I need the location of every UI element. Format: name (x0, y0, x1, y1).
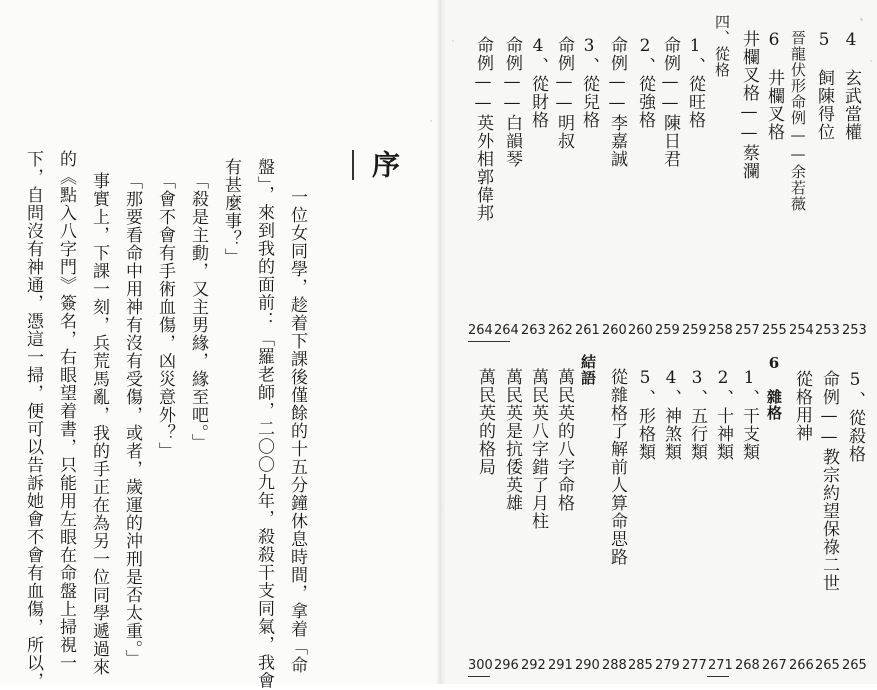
heading-rule (352, 150, 354, 180)
toc-entry[interactable]: 5、從殺格 (845, 370, 865, 463)
toc-page-number: 259 (682, 323, 707, 338)
page-numbers-upper (468, 323, 868, 341)
toc-entry[interactable]: 1、干支類 (739, 368, 759, 461)
toc-section-heading[interactable]: 結語 (579, 354, 597, 386)
toc-page-number: 254 (789, 323, 814, 338)
page-numbers-lower (468, 658, 868, 676)
toc-page-number: 268 (735, 658, 760, 673)
toc-entry[interactable]: 1、從旺格 (685, 36, 705, 129)
toc-page-number: 267 (762, 658, 787, 673)
toc-page-number: 296 (494, 658, 519, 673)
page-number-underline (707, 676, 729, 677)
toc-entry[interactable]: 5、形格類 (635, 368, 655, 461)
scan-speck (860, 18, 863, 21)
preface-heading: 序 (368, 150, 401, 178)
toc-page-number: 264 (494, 323, 519, 338)
toc-section-heading[interactable]: 6 雜格 (765, 354, 783, 421)
book-gutter (436, 0, 446, 684)
toc-entry[interactable]: 命例——陳日君 (660, 36, 680, 168)
scan-speck (845, 95, 847, 97)
toc-entry[interactable]: 命例——白韻琴 (502, 36, 522, 168)
toc-entry[interactable]: 3、從兒格 (579, 36, 599, 129)
toc-page-number: 262 (548, 323, 573, 338)
toc-entry[interactable]: 4、神煞類 (661, 368, 681, 461)
toc-entry[interactable]: 命例——英外相郭偉邦 (473, 36, 493, 222)
toc-page-number: 290 (575, 658, 600, 673)
toc-page-number: 285 (628, 658, 653, 673)
toc-page-number: 271 (708, 658, 733, 673)
toc-entry[interactable]: 晉龍伏形命例——余若薇 (789, 30, 807, 212)
toc-entry[interactable]: 命例——教宗約望保祿二世 (819, 370, 839, 592)
toc-page-number: 257 (735, 323, 760, 338)
preface-line: 事實上，下課一刻，兵荒馬亂，我的手正在為另一位同學遞過來 (89, 172, 109, 676)
preface-line: 一位女同學，趁着下課後僅餘的十五分鐘休息時間，拿着「命 (287, 188, 307, 674)
toc-entry[interactable]: 從格用神 (792, 370, 812, 442)
toc-page-number: 265 (815, 658, 840, 673)
toc-entry[interactable]: 2、十神類 (713, 368, 733, 461)
toc-entry[interactable]: 命例——李嘉誠 (607, 36, 627, 168)
preface-line: 「會不會有手術血傷，凶災意外？」 (155, 172, 175, 460)
toc-entry[interactable]: 3、五行類 (687, 368, 707, 461)
preface-line: 下，自問沒有神通，憑這一掃，便可以告訴她會不會有血傷，所以， (23, 150, 43, 690)
toc-section-heading[interactable]: 四、從格 (713, 14, 731, 78)
toc-entry[interactable]: 萬民英的八字命格 (554, 368, 574, 512)
toc-entry[interactable]: 命例——明叔 (554, 36, 574, 150)
scan-speck (430, 120, 432, 122)
toc-entry[interactable]: 萬民英是抗倭英雄 (502, 368, 522, 512)
toc-entry[interactable]: 6 井欄叉格 (764, 30, 784, 141)
page-number-underline (468, 341, 510, 342)
toc-page-number: 291 (548, 658, 573, 673)
toc-page-number: 300 (468, 658, 493, 673)
scan-speck (870, 60, 872, 62)
toc-page-number: 279 (655, 658, 680, 673)
toc-page-number: 253 (842, 323, 867, 338)
toc-entry[interactable]: 4 玄武當權 (841, 30, 861, 141)
toc-page-number: 258 (708, 323, 733, 338)
preface-line: 有甚麼事？」 (221, 158, 241, 266)
toc-page-number: 261 (575, 323, 600, 338)
toc-entry[interactable]: 萬民英的格局 (475, 368, 495, 476)
toc-page-number: 277 (682, 658, 707, 673)
toc-page-number: 265 (842, 658, 867, 673)
toc-entry[interactable]: 從雜格了解前人算命思路 (607, 368, 627, 566)
preface-line: 「那要看命中用神有沒有受傷，或者，歲運的沖刑是否太重。」 (122, 172, 142, 668)
toc-entry[interactable]: 5 飼陳得位 (814, 30, 834, 141)
toc-page-number: 292 (521, 658, 546, 673)
toc-page-number: 255 (762, 323, 787, 338)
toc-entry[interactable]: 2、從強格 (635, 36, 655, 129)
toc-entry[interactable]: 萬民英八字錯了月柱 (528, 368, 548, 530)
toc-page-number: 264 (468, 323, 493, 338)
preface-line: 的《點入八字門》簽名，右眼望着書，只能用左眼在命盤上掃視一 (56, 150, 76, 672)
toc-page-number: 253 (815, 323, 840, 338)
toc-page-number: 263 (521, 323, 546, 338)
preface-line: 「殺是主動，又主男緣，緣至吧。」 (188, 172, 208, 452)
page-number-underline (468, 676, 490, 677)
toc-entry[interactable]: 井欄叉格——蔡瀾 (739, 30, 759, 180)
scan-speck (452, 40, 454, 42)
toc-entry[interactable]: 4、從財格 (528, 36, 548, 129)
toc-page-number: 260 (602, 323, 627, 338)
toc-page-number: 288 (602, 658, 627, 673)
preface-line: 盤」，來到我的面前：「羅老師，二〇〇九年，殺殺干支同氣，我會 (254, 158, 274, 690)
toc-page-number: 259 (655, 323, 680, 338)
toc-page-number: 266 (789, 658, 814, 673)
toc-page-number: 260 (628, 323, 653, 338)
